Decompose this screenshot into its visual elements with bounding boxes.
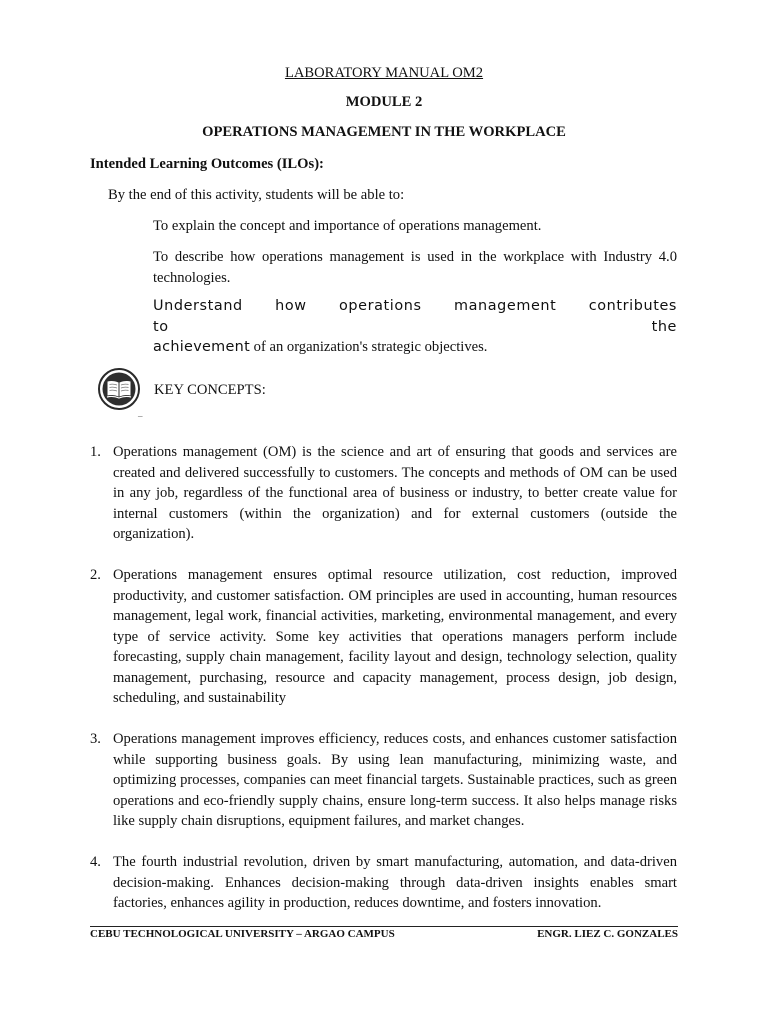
objective-1: To explain the concept and importance of operations management.	[153, 218, 542, 234]
objective-2: To describe how operations management is used in the workplace with Industry 4.0 technologies.	[153, 249, 677, 286]
list-item-text: Operations management ensures optimal resource utilization, cost reduction, improved productivity, and customer satisfaction. OM principles are used in accounting, human resources management, legal work, financial activities, marketing, environmental management, and every type of service activity. Some key activities that operations managers perform include forecasting, supply chain management, facility layout and design, technology selection, quality management, purchasing, resource and capacity management, process design, job design, scheduling, and sustainability	[113, 567, 677, 706]
list-item-text: The fourth industrial revolution, driven by smart manufacturing, automation, and data-driven decision-making. Enhances decision-making through data-driven insights enables smart factories, enhances agility in production, reduces downtime, and fosters innovation.	[113, 854, 677, 911]
book-icon	[98, 368, 140, 410]
list-item-number: 3.	[90, 731, 101, 747]
module-number: MODULE 2	[345, 94, 423, 110]
manual-title: LABORATORY MANUAL OM2	[284, 65, 484, 81]
list-item-text: Operations management (OM) is the science and art of ensuring that goods and services are created and delivered successfully to customers. The concepts and methods of OM can be used in any job, regardless of the functional area of business or industry, to better create value for internal customers (within the organization) and for external customers (outside the organization).	[113, 444, 677, 542]
footer-author: ENGR. LIEZ C. GONZALES	[537, 928, 678, 940]
ilo-heading: Intended Learning Outcomes (ILOs):	[90, 156, 324, 172]
objective-3-rest: of an organization's strategic objectives.	[250, 339, 488, 355]
list-item-number: 2.	[90, 567, 101, 583]
key-concepts-heading: KEY CONCEPTS:	[154, 382, 266, 398]
footer-institution: CEBU TECHNOLOGICAL UNIVERSITY – ARGAO CAMPUS	[90, 928, 395, 940]
list-item-text: Operations management improves efficiency, reduces costs, and enhances customer satisfaction while supporting business goals. By using lean manufacturing, minimizing waste, and optimizing processes, companies can meet financial targets. Sustainable practices, such as green operations and eco-friendly supply chains, ensure long-term success. It also helps manage risks like supply chain disruptions, equipment failures, and market changes.	[113, 731, 677, 829]
icon-underscore-mark: _	[138, 408, 143, 418]
objective-3-lead: achievement	[153, 339, 251, 355]
module-title: OPERATIONS MANAGEMENT IN THE WORKPLACE	[202, 124, 566, 140]
ilo-intro: By the end of this activity, students will be able to:	[108, 187, 405, 203]
list-item-number: 1.	[90, 444, 101, 460]
list-item-number: 4.	[90, 854, 101, 870]
objective-3	[153, 296, 677, 358]
objective-3-line1: Understand how operations management contributes to the	[153, 298, 677, 335]
